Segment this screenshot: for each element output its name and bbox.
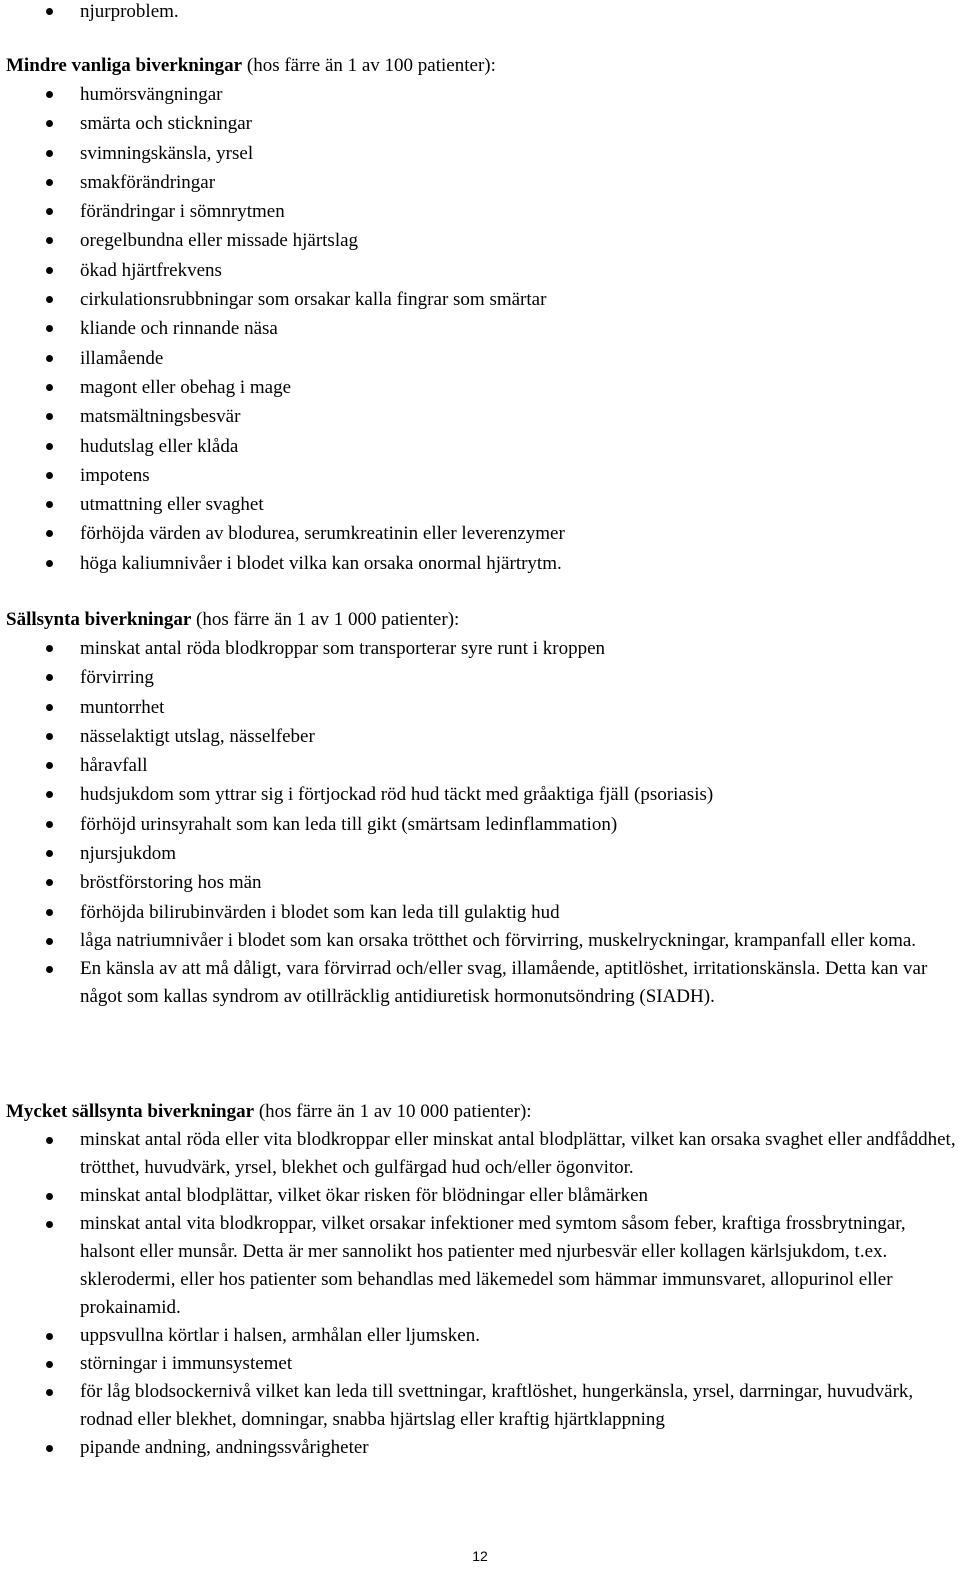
section-heading — [0, 1097, 960, 1126]
very-rare-list — [0, 1126, 960, 1462]
list-item: svimningskänsla, yrsel — [0, 139, 565, 168]
section-heading — [0, 605, 960, 634]
list-item: En känsla av att må dåligt, vara förvirrad och/eller svag, illamående, aptitlöshet, irritationskänsla. Detta kan var något som kallas syndrom av otillräcklig antidiuretisk hormonutsöndring (SIADH). — [0, 955, 960, 1011]
list-item: magont eller obehag i mage — [0, 373, 565, 402]
list-item: smakförändringar — [0, 168, 565, 197]
less-common-section — [0, 51, 565, 578]
list-item: hudsjukdom som yttrar sig i förtjockad röd hud täckt med gråaktiga fjäll (psoriasis) — [0, 780, 960, 809]
list-item: utmattning eller svaghet — [0, 490, 565, 519]
list-item: matsmältningsbesvär — [0, 402, 565, 431]
list-item: håravfall — [0, 751, 960, 780]
heading-rest: (hos färre än 1 av 10 000 patienter): — [254, 1101, 532, 1122]
list-item: njurproblem. — [0, 0, 179, 26]
list-item: kliande och rinnande näsa — [0, 314, 565, 343]
list-item: höga kaliumnivåer i blodet vilka kan orsaka onormal hjärtrytm. — [0, 549, 565, 578]
page-number: 12 — [472, 1548, 488, 1564]
rare-section — [0, 605, 960, 1011]
list-item: illamående — [0, 344, 565, 373]
very-rare-section — [0, 1097, 960, 1462]
list-item: cirkulationsrubbningar som orsakar kalla fingrar som smärtar — [0, 285, 565, 314]
heading-bold: Sällsynta biverkningar — [6, 609, 192, 630]
list-item: humörsvängningar — [0, 80, 565, 109]
list-item: uppsvullna körtlar i halsen, armhålan eller ljumsken. — [0, 1322, 960, 1350]
list-item: hudutslag eller klåda — [0, 432, 565, 461]
list-item: smärta och stickningar — [0, 109, 565, 138]
list-item: pipande andning, andningssvårigheter — [0, 1434, 960, 1462]
list-item: för låg blodsockernivå vilket kan leda till svettningar, kraftlöshet, hungerkänsla, yrsel, darrningar, huvudvärk, rodnad eller blekhet, domningar, snabba hjärtslag eller kraftig hjärtklappning — [0, 1378, 960, 1434]
list-item: förändringar i sömnrytmen — [0, 197, 565, 226]
list-item: störningar i immunsystemet — [0, 1350, 960, 1378]
list-item: nässelaktigt utslag, nässelfeber — [0, 722, 960, 751]
list-item: förhöjd urinsyrahalt som kan leda till gikt (smärtsam ledinflammation) — [0, 810, 960, 839]
top-list — [0, 0, 179, 26]
list-item: oregelbundna eller missade hjärtslag — [0, 226, 565, 255]
section-heading — [0, 51, 565, 80]
list-item: förvirring — [0, 663, 960, 692]
list-item: minskat antal blodplättar, vilket ökar risken för blödningar eller blåmärken — [0, 1182, 960, 1210]
list-item: minskat antal röda blodkroppar som transporterar syre runt i kroppen — [0, 634, 960, 663]
list-item: muntorrhet — [0, 693, 960, 722]
less-common-list — [0, 80, 565, 578]
list-item: minskat antal vita blodkroppar, vilket orsakar infektioner med symtom såsom feber, kraftiga frossbrytningar, halsont eller munsår. Detta är mer sannolikt hos patienter med njurbesvär eller kollagen kärlsjukdom, t.ex. sklerodermi, eller hos patienter som behandlas med läkemedel som hämmar immunsvaret, allopurinol eller prokainamid. — [0, 1210, 960, 1322]
heading-bold: Mycket sällsynta biverkningar — [6, 1101, 255, 1122]
rare-list — [0, 634, 960, 1011]
top-list-section — [0, 0, 179, 26]
heading-bold: Mindre vanliga biverkningar — [6, 55, 243, 76]
list-item: låga natriumnivåer i blodet som kan orsaka trötthet och förvirring, muskelryckningar, krampanfall eller koma. — [0, 927, 960, 955]
list-item: njursjukdom — [0, 839, 960, 868]
list-item: förhöjda bilirubinvärden i blodet som kan leda till gulaktig hud — [0, 898, 960, 927]
list-item: ökad hjärtfrekvens — [0, 256, 565, 285]
list-item: minskat antal röda eller vita blodkroppar eller minskat antal blodplättar, vilket kan orsaka svaghet eller andfåddhet, trötthet, huvudvärk, yrsel, blekhet och gulfärgad hud och/eller ögonvitor. — [0, 1126, 960, 1182]
list-item: impotens — [0, 461, 565, 490]
heading-rest: (hos färre än 1 av 1 000 patienter): — [191, 609, 460, 630]
heading-rest: (hos färre än 1 av 100 patienter): — [242, 55, 496, 76]
list-item: bröstförstoring hos män — [0, 868, 960, 897]
list-item: förhöjda värden av blodurea, serumkreatinin eller leverenzymer — [0, 519, 565, 548]
